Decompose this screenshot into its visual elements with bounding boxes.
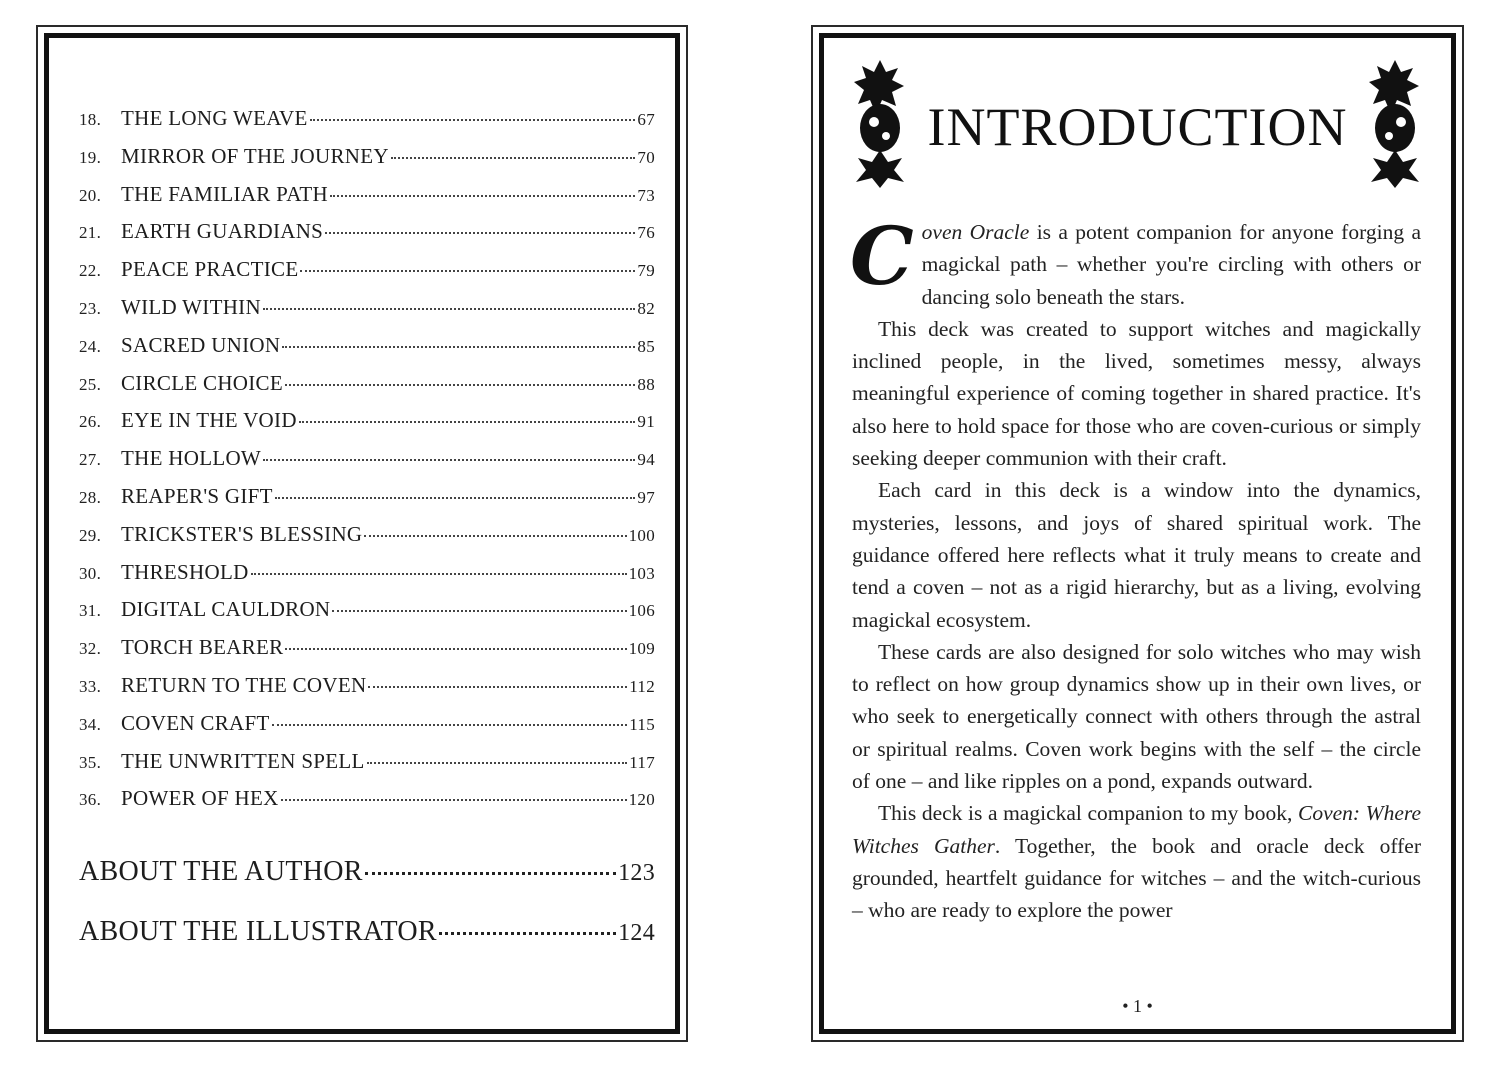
toc-title: RETURN TO THE COVEN xyxy=(121,672,367,697)
toc-number: 21. xyxy=(79,223,102,243)
toc-page: 94 xyxy=(637,450,655,470)
toc-entry[interactable] xyxy=(79,408,655,446)
toc-title: COVEN CRAFT xyxy=(121,710,270,735)
dot-leader xyxy=(367,762,628,764)
toc-entry[interactable] xyxy=(79,219,655,257)
dot-leader xyxy=(251,573,627,575)
holly-ornament-icon xyxy=(852,58,908,188)
toc-title: SACRED UNION xyxy=(121,332,281,357)
dot-leader xyxy=(332,610,626,612)
toc-page: 115 xyxy=(629,714,655,734)
toc-entry[interactable] xyxy=(79,182,655,220)
book-title: Coven: Where Witches Gather xyxy=(852,801,1421,858)
dot-leader xyxy=(299,421,636,423)
toc-entry[interactable] xyxy=(79,711,655,749)
toc-number: 30. xyxy=(79,563,102,583)
toc-title: ABOUT THE AUTHOR xyxy=(79,856,363,887)
toc-page: 73 xyxy=(637,185,655,205)
toc-number: 31. xyxy=(79,601,102,621)
toc-page: 103 xyxy=(628,563,655,583)
paragraph-text: . Together, the book and oracle deck offer grounded, heartfelt guidance for witches – and the witch-curious – who are ready to explore the power xyxy=(852,833,1421,923)
intro-body xyxy=(850,209,1421,927)
toc-number: 34. xyxy=(79,714,102,734)
toc-number: 23. xyxy=(79,298,102,318)
toc-page: 117 xyxy=(629,752,655,772)
paragraph xyxy=(850,209,1421,313)
toc-page: 70 xyxy=(637,147,655,167)
toc-title: ABOUT THE ILLUSTRATOR xyxy=(79,916,437,947)
toc-title: DIGITAL CAULDRON xyxy=(121,597,331,622)
dot-leader xyxy=(282,346,635,348)
dot-leader xyxy=(300,270,635,272)
toc-page: 100 xyxy=(628,525,655,545)
toc-page: 120 xyxy=(628,790,655,810)
toc-entry[interactable] xyxy=(79,257,655,295)
toc-number: 29. xyxy=(79,525,102,545)
toc-title: EYE IN THE VOID xyxy=(121,408,297,433)
paragraph: Each card in this deck is a window into the dynamics, mysteries, lessons, and joys of shared spiritual work. The guidance offered here reflects what it truly means to create and tend a coven – not as a rigid hierarchy, but as a living, evolving magickal ecosystem. xyxy=(852,478,1421,632)
toc-number: 25. xyxy=(79,374,102,394)
toc-title: PEACE PRACTICE xyxy=(121,257,299,282)
toc-title: THE HOLLOW xyxy=(121,446,262,471)
toc-number: 36. xyxy=(79,790,102,810)
toc-number: 19. xyxy=(79,147,102,167)
toc-page: 82 xyxy=(637,298,655,318)
toc-entry[interactable] xyxy=(79,522,655,560)
paragraph: This deck was created to support witches and magickally inclined people, in the lived, sometimes messy, always meaningful experience of coming together in shared practice. It's also here to hold space for those who are coven-curious or simply seeking deeper communion with their craft. xyxy=(852,316,1421,471)
toc-number: 22. xyxy=(79,261,102,281)
toc-entry[interactable] xyxy=(79,786,655,824)
toc-entry[interactable] xyxy=(79,749,655,787)
toc-title: EARTH GUARDIANS xyxy=(121,219,324,244)
toc-number: 26. xyxy=(79,412,102,432)
dot-leader xyxy=(330,195,635,197)
toc-entry[interactable] xyxy=(79,484,655,522)
toc-title: WILD WITHIN xyxy=(121,294,261,319)
toc-page: 106 xyxy=(628,601,655,621)
dot-leader xyxy=(275,497,636,499)
toc-entry[interactable] xyxy=(79,560,655,598)
dot-leader xyxy=(310,119,636,121)
table-of-contents xyxy=(79,106,655,824)
toc-entry[interactable] xyxy=(79,635,655,673)
paragraph-text: is a potent companion for anyone forging a magickal path – whether you're circling with others or dancing solo beneath the stars. xyxy=(921,220,1421,309)
dot-leader xyxy=(285,648,626,650)
toc-title: REAPER'S GIFT xyxy=(121,483,273,508)
toc-entry[interactable] xyxy=(79,333,655,371)
right-page-border xyxy=(819,33,1456,1034)
dot-leader xyxy=(364,535,626,537)
italic-title: oven Oracle xyxy=(921,220,1030,244)
toc-title: THRESHOLD xyxy=(121,559,249,584)
page-title: INTRODUCTION xyxy=(927,97,1348,157)
toc-number: 33. xyxy=(79,676,102,696)
toc-page: 123 xyxy=(618,860,655,886)
toc-page: 91 xyxy=(637,412,655,432)
paragraph xyxy=(852,797,1421,926)
dot-leader xyxy=(281,799,627,801)
left-page xyxy=(36,25,688,1042)
toc-page: 79 xyxy=(637,261,655,281)
toc-entry[interactable] xyxy=(79,295,655,333)
toc-title: THE FAMILIAR PATH xyxy=(121,181,328,206)
left-page-border xyxy=(44,33,680,1034)
paragraph-text: This deck is a magickal companion to my book, xyxy=(878,801,1298,826)
dot-leader xyxy=(325,232,635,234)
toc-page: 88 xyxy=(637,374,655,394)
toc-entry[interactable] xyxy=(79,673,655,711)
toc-title: THE UNWRITTEN SPELL xyxy=(121,748,365,773)
toc-title: POWER OF HEX xyxy=(121,786,279,811)
dot-leader xyxy=(263,459,635,461)
dot-leader xyxy=(365,872,616,875)
dot-leader xyxy=(439,932,616,935)
right-page xyxy=(811,25,1464,1042)
dot-leader xyxy=(368,686,627,688)
dot-leader xyxy=(263,308,635,310)
toc-title: CIRCLE CHOICE xyxy=(121,370,283,395)
toc-number: 35. xyxy=(79,752,102,772)
toc-entry[interactable] xyxy=(79,144,655,182)
chapter-heading xyxy=(852,58,1423,188)
page-number: • 1 • xyxy=(1122,996,1153,1016)
toc-number: 32. xyxy=(79,639,102,659)
toc-entry[interactable] xyxy=(79,597,655,635)
toc-number: 28. xyxy=(79,487,102,507)
paragraph: These cards are also designed for solo witches who may wish to reflect on how group dynamics show up in their own lives, or who seek to energetically connect with others through the astral or spiritual realms. Coven work begins with the self – the circle of one – and like ripples on a pond, expands outward. xyxy=(852,639,1421,794)
holly-ornament-icon xyxy=(1367,58,1423,188)
drop-cap: C xyxy=(850,209,914,303)
toc-about-illustrator[interactable] xyxy=(79,916,655,948)
toc-page: 67 xyxy=(637,110,655,129)
toc-entry[interactable] xyxy=(79,371,655,409)
toc-title: MIRROR OF THE JOURNEY xyxy=(121,143,389,168)
toc-entry[interactable] xyxy=(79,446,655,484)
toc-page: 97 xyxy=(637,487,655,507)
toc-number: 24. xyxy=(79,336,102,356)
toc-page: 109 xyxy=(628,639,655,659)
toc-page: 76 xyxy=(637,223,655,243)
toc-title: THE LONG WEAVE xyxy=(121,106,308,130)
toc-page: 112 xyxy=(629,676,655,696)
toc-number: 27. xyxy=(79,450,102,470)
dot-leader xyxy=(391,157,636,159)
toc-number: 18. xyxy=(79,110,102,129)
toc-entry[interactable] xyxy=(79,106,655,144)
toc-title: TRICKSTER'S BLESSING xyxy=(121,521,363,546)
toc-about-author[interactable] xyxy=(79,856,655,888)
toc-page: 124 xyxy=(618,920,655,946)
dot-leader xyxy=(272,724,628,726)
toc-number: 20. xyxy=(79,185,102,205)
dot-leader xyxy=(285,384,635,386)
toc-page: 85 xyxy=(637,336,655,356)
toc-title: TORCH BEARER xyxy=(121,635,284,660)
